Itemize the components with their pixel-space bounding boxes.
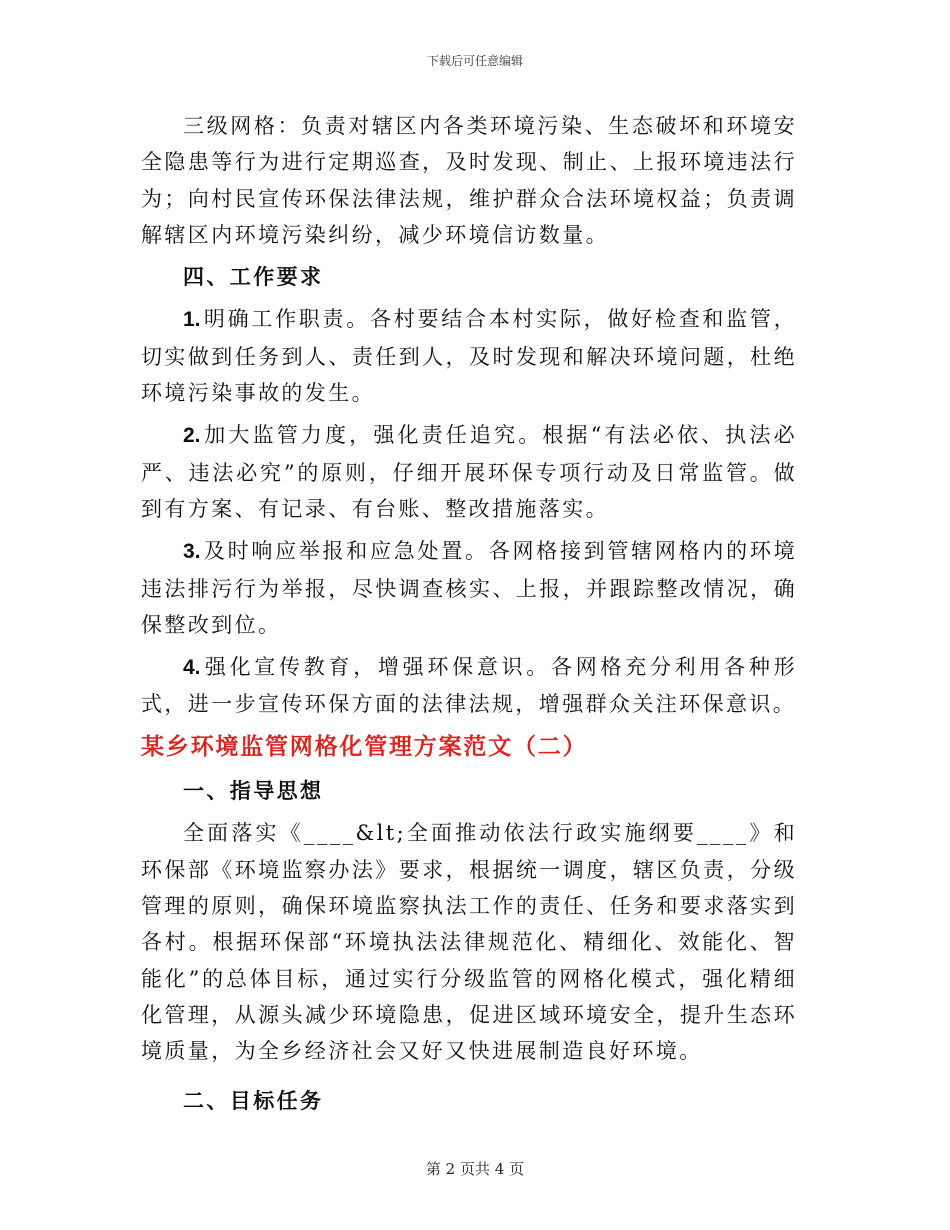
page-footer: 第 2 页共 4 页: [425, 1160, 525, 1178]
item-text: 明确工作职责。各村要结合本村实际，做好检查和监管，切实做到任务到人、责任到人，及时发现和解决环境问题，杜绝环境污染事故的发生。: [141, 307, 797, 406]
requirement-item-1: [141, 301, 797, 411]
item-text: 加大监管力度，强化责任追究。根据“有法必依、执法必严、违法必究”的原则，仔细开展环保专项行动及日常监管。做到有方案、有记录、有台账、整改措施落实。: [141, 423, 797, 521]
item-number: 4.: [183, 656, 201, 680]
paragraph-guiding-ideology: 全面落实《____&lt;全面推动依法行政实施纲要____》和环保部《环境监察办法》要求，根据统一调度，辖区负责，分级管理的原则，确保环境监察执法工作的责任、任务和要求落实到各村。根据环保部“环境执法法律规范化、精细化、效能化、智能化”的总体目标，通过实行分级监管的网格化模式，强化精细化管理，从源头减少环境隐患，促进区域环境安全，提升生态环境质量，为全乡经济社会又好又快进展制造良好环境。: [141, 821, 797, 1064]
item-number: 2.: [183, 424, 201, 448]
requirement-item-4: [141, 649, 797, 723]
requirement-item-2: [141, 417, 797, 527]
item-text: 及时响应举报和应急处置。各网格接到管辖网格内的环境违法排污行为举报，尽快调查核实、上报，并跟踪整改情况，确保整改到位。: [141, 539, 797, 637]
section-title: 某乡环境监管网格化管理方案范文（二）: [141, 732, 588, 760]
document-body: [141, 108, 797, 1126]
page-header: 下载后可任意编辑: [426, 54, 523, 68]
heading-work-requirements: 四、工作要求: [183, 264, 324, 290]
item-number: 3.: [183, 540, 201, 564]
requirement-item-3: [141, 533, 797, 643]
item-number: 1.: [183, 308, 201, 332]
heading-goals-tasks: 二、目标任务: [183, 1088, 324, 1114]
heading-guiding-ideology: 一、指导思想: [183, 778, 324, 804]
item-text: 强化宣传教育，增强环保意识。各网格充分利用各种形式，进一步宣传环保方面的法律法规，增强群众关注环保意识。: [141, 655, 797, 717]
paragraph-third-level-grid: 三级网格：负责对辖区内各类环境污染、生态破坏和环境安全隐患等行为进行定期巡查，及时发现、制止、上报环境违法行为；向村民宣传环保法律法规，维护群众合法环境权益；负责调解辖区内环境污染纠纷，减少环境信访数量。: [141, 114, 797, 247]
